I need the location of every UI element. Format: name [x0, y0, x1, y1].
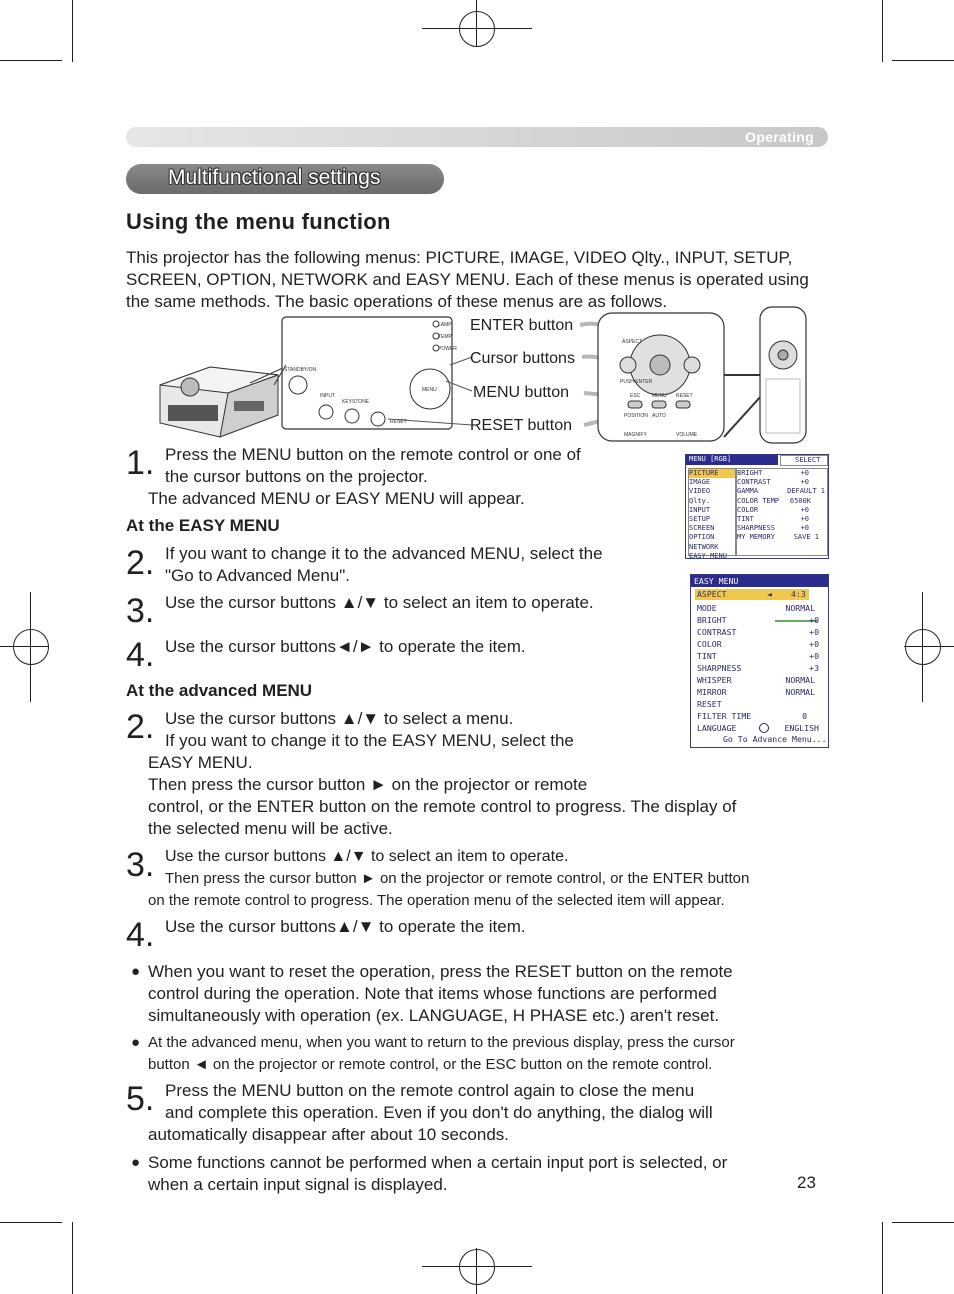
page-title: Multifunctional settings	[168, 166, 381, 189]
temp-indicator-label: TEMP	[438, 334, 452, 340]
step-5-line-1: Press the MENU button on the remote control again to close the menu	[165, 1081, 695, 1100]
adv-step-2-line-2: If you want to change it to the EASY MENU, select the	[165, 731, 574, 750]
remote-reset-label: RESET	[676, 393, 693, 399]
page-number: 23	[797, 1173, 816, 1192]
keystone-label: KEYSTONE	[342, 399, 370, 405]
section-bar	[126, 127, 828, 147]
intro-line-1: This projector has the following menus: PICTURE, IMAGE, VIDEO Qlty., INPUT, SETUP,	[126, 248, 793, 267]
easy-menu-row[interactable]: WHISPER NORMAL	[697, 675, 815, 685]
adv-menu-item[interactable]: IMAGE	[689, 478, 711, 487]
adv-item-name: COLOR	[737, 505, 759, 514]
intro-line-2: SCREEN, OPTION, NETWORK and EASY MENU. Each of these menus is operated using	[126, 270, 809, 289]
adv-menu-item[interactable]: INPUT	[689, 505, 711, 514]
adv-step-3-line-1: Use the cursor buttons ▲/▼ to select an item to operate.	[165, 848, 569, 865]
power-indicator-label: POWER	[438, 346, 457, 352]
bullet-icon: ●	[131, 1034, 141, 1051]
easy-menu-row[interactable]: COLOR +0	[697, 639, 819, 649]
chevron-left-icon: ◄	[767, 589, 772, 599]
easy-menu-heading: At the EASY MENU	[126, 516, 280, 535]
reset-button-callout: RESET button	[470, 417, 572, 434]
easy-step-2-line-2: "Go to Advanced Menu".	[165, 566, 351, 585]
adv-item-value: SAVE 1	[793, 533, 819, 542]
step-1-number: 1.	[126, 444, 155, 482]
adv-step-2-line-3: EASY MENU.	[148, 753, 253, 772]
easy-menu-row[interactable]: CONTRAST +0	[697, 627, 819, 637]
remote-position-label: POSITION	[624, 413, 648, 419]
remote-volume-label: VOLUME	[676, 432, 698, 438]
bullet-icon: ●	[131, 1154, 141, 1171]
easy-step-2-line-1: If you want to change it to the advanced MENU, select the	[165, 544, 603, 563]
easy-menu-row[interactable]: BRIGHT +0	[697, 615, 819, 625]
remote-enter-button	[650, 355, 670, 375]
adv-step-3-line-2: Then press the cursor button ► on the projector or remote control, or the ENTER button	[165, 870, 750, 887]
easy-menu-row[interactable]: LANGUAGE ENGLISH	[697, 723, 819, 733]
projector-body-drawing	[160, 367, 285, 437]
adv-step-4-number: 4.	[126, 916, 155, 954]
adv-menu-item[interactable]: VIDEO Qlty.	[689, 487, 711, 505]
remote-magnify-label: MAGNIFY	[624, 432, 647, 438]
easy-menu-row[interactable]: RESET	[697, 699, 722, 709]
bullet-icon: ●	[131, 963, 141, 980]
panel-reset-label: RESET	[390, 419, 407, 425]
adv-step-2-number: 2.	[126, 708, 155, 746]
adv-item-value: +0	[800, 524, 809, 533]
easy-menu-row[interactable]: MODE NORMAL	[697, 603, 815, 613]
adv-step-3-line-3: on the remote control to progress. The operation menu of the selected item will appear.	[148, 892, 725, 909]
adv-step-2-line-4: Then press the cursor button ► on the projector or remote	[148, 775, 588, 794]
adv-item-value: +0	[800, 478, 809, 487]
page-title-pill	[126, 164, 444, 194]
enter-button-callout: ENTER button	[470, 317, 574, 334]
intro-line-3: the same methods. The basic operations of these menus are as follows.	[126, 292, 668, 311]
remote-esc-label: ESC	[630, 393, 641, 399]
remote-menu-label: MENU	[652, 393, 667, 399]
remote-enter-label: PUSH ENTER	[620, 379, 653, 385]
standby-label: STANDBY/ON	[284, 367, 317, 373]
step-1-line-2: the cursor buttons on the projector.	[165, 467, 428, 486]
adv-step-2-line-5: control, or the ENTER button on the remote control to progress. The display of	[148, 797, 737, 816]
easy-step-4-line-1: Use the cursor buttons◄/► to operate the item.	[165, 637, 526, 656]
adv-menu-title: MENU [RGB]	[689, 455, 732, 463]
control-panel-outline	[282, 317, 452, 429]
remote-full-outline	[760, 307, 806, 443]
adv-item-name: COLOR TEMP	[737, 496, 780, 505]
bullet-2-line-1: At the advanced menu, when you want to return to the previous display, press the cursor	[148, 1034, 735, 1051]
advanced-menu-heading: At the advanced MENU	[126, 681, 313, 700]
adv-menu-right-list	[736, 468, 828, 556]
advanced-menu-screenshot	[685, 454, 829, 559]
adv-menu-select: SELECT	[795, 456, 821, 464]
adv-menu-item[interactable]: PICTURE	[689, 469, 735, 478]
easy-step-4-number: 4.	[126, 636, 155, 674]
bullet-3-line-2: when a certain input signal is displayed.	[148, 1175, 448, 1194]
easy-step-3-line-1: Use the cursor buttons ▲/▼ to select an item to operate.	[165, 593, 594, 612]
adv-step-3-number: 3.	[126, 846, 155, 884]
adv-item-name: CONTRAST	[737, 478, 771, 487]
easy-menu-row[interactable]: TINT +0	[697, 651, 819, 661]
easy-menu-rows	[697, 602, 821, 734]
adv-item-value: +0	[800, 514, 809, 523]
step-5-number: 5.	[126, 1080, 155, 1118]
section-label: Operating	[745, 129, 814, 145]
easy-menu-screenshot	[690, 574, 829, 748]
adv-menu-item[interactable]: SETUP	[689, 515, 711, 524]
adv-item-name: SHARPNESS	[737, 524, 775, 533]
adv-menu-item[interactable]: SCREEN	[689, 524, 715, 533]
adv-item-value: 6500K	[789, 496, 811, 505]
step-5-line-2: and complete this operation. Even if you don't do anything, the dialog will	[165, 1103, 713, 1122]
adv-item-value: +0	[800, 469, 809, 477]
bullet-2-line-2: button ◄ on the projector or remote control, or the ESC button on the remote control.	[148, 1056, 713, 1073]
adv-item-value: +0	[800, 505, 809, 514]
easy-menu-aspect-row[interactable]: ASPECT ◄ 4:3	[695, 589, 809, 600]
adv-menu-left-list	[688, 468, 736, 560]
bullet-1-line-2: control during the operation. Note that items whose functions are performed	[148, 984, 717, 1003]
bullet-1-line-1: When you want to reset the operation, press the RESET button on the remote	[148, 962, 733, 981]
step-1-line-1: Press the MENU button on the remote control or one of	[165, 445, 581, 464]
step-5-line-3: automatically disappear after about 10 seconds.	[148, 1125, 510, 1144]
section-heading: Using the menu function	[126, 209, 391, 234]
adv-menu-item[interactable]: OPTION	[689, 533, 715, 542]
adv-step-4-line-1: Use the cursor buttons▲/▼ to operate the item.	[165, 917, 526, 936]
bullet-1-line-3: simultaneously with operation (ex. LANGUAGE, H PHASE etc.) aren't reset.	[148, 1006, 720, 1025]
adv-item-name: BRIGHT	[737, 469, 763, 477]
easy-step-2-number: 2.	[126, 544, 155, 582]
step-1-line-3: The advanced MENU or EASY MENU will appear.	[148, 489, 525, 508]
easy-menu-title: EASY MENU	[694, 576, 739, 586]
easy-menu-row[interactable]: FILTER TIME 0	[697, 711, 807, 721]
easy-step-3-number: 3.	[126, 592, 155, 630]
adv-menu-item[interactable]: NETWORK	[689, 542, 719, 551]
adv-item-name: TINT	[737, 514, 754, 523]
remote-aspect-label: ASPECT	[622, 339, 643, 345]
easy-menu-row[interactable]: SHARPNESS +3	[697, 663, 819, 673]
easy-menu-row[interactable]: MIRROR NORMAL	[697, 687, 815, 697]
easy-menu-footer[interactable]: Go To Advance Menu...	[723, 734, 827, 744]
language-icon	[759, 723, 769, 733]
adv-step-2-line-1: Use the cursor buttons ▲/▼ to select a menu.	[165, 709, 514, 728]
remote-auto-label: AUTO	[652, 413, 666, 419]
bullet-3-line-1: Some functions cannot be performed when a certain input port is selected, or	[148, 1153, 728, 1172]
cursor-buttons-callout: Cursor buttons	[470, 350, 575, 367]
adv-step-2-line-6: the selected menu will be active.	[148, 819, 393, 838]
adv-item-name: GAMMA	[737, 487, 759, 496]
lamp-indicator-label: LAMP	[438, 322, 452, 328]
input-label: INPUT	[320, 393, 335, 399]
panel-menu-label: MENU	[422, 387, 437, 393]
adv-menu-item[interactable]: EASY MENU	[689, 551, 727, 560]
menu-button-callout: MENU button	[473, 384, 570, 401]
adv-item-value: DEFAULT 1	[787, 487, 825, 496]
adv-item-name: MY MEMORY	[737, 533, 775, 542]
